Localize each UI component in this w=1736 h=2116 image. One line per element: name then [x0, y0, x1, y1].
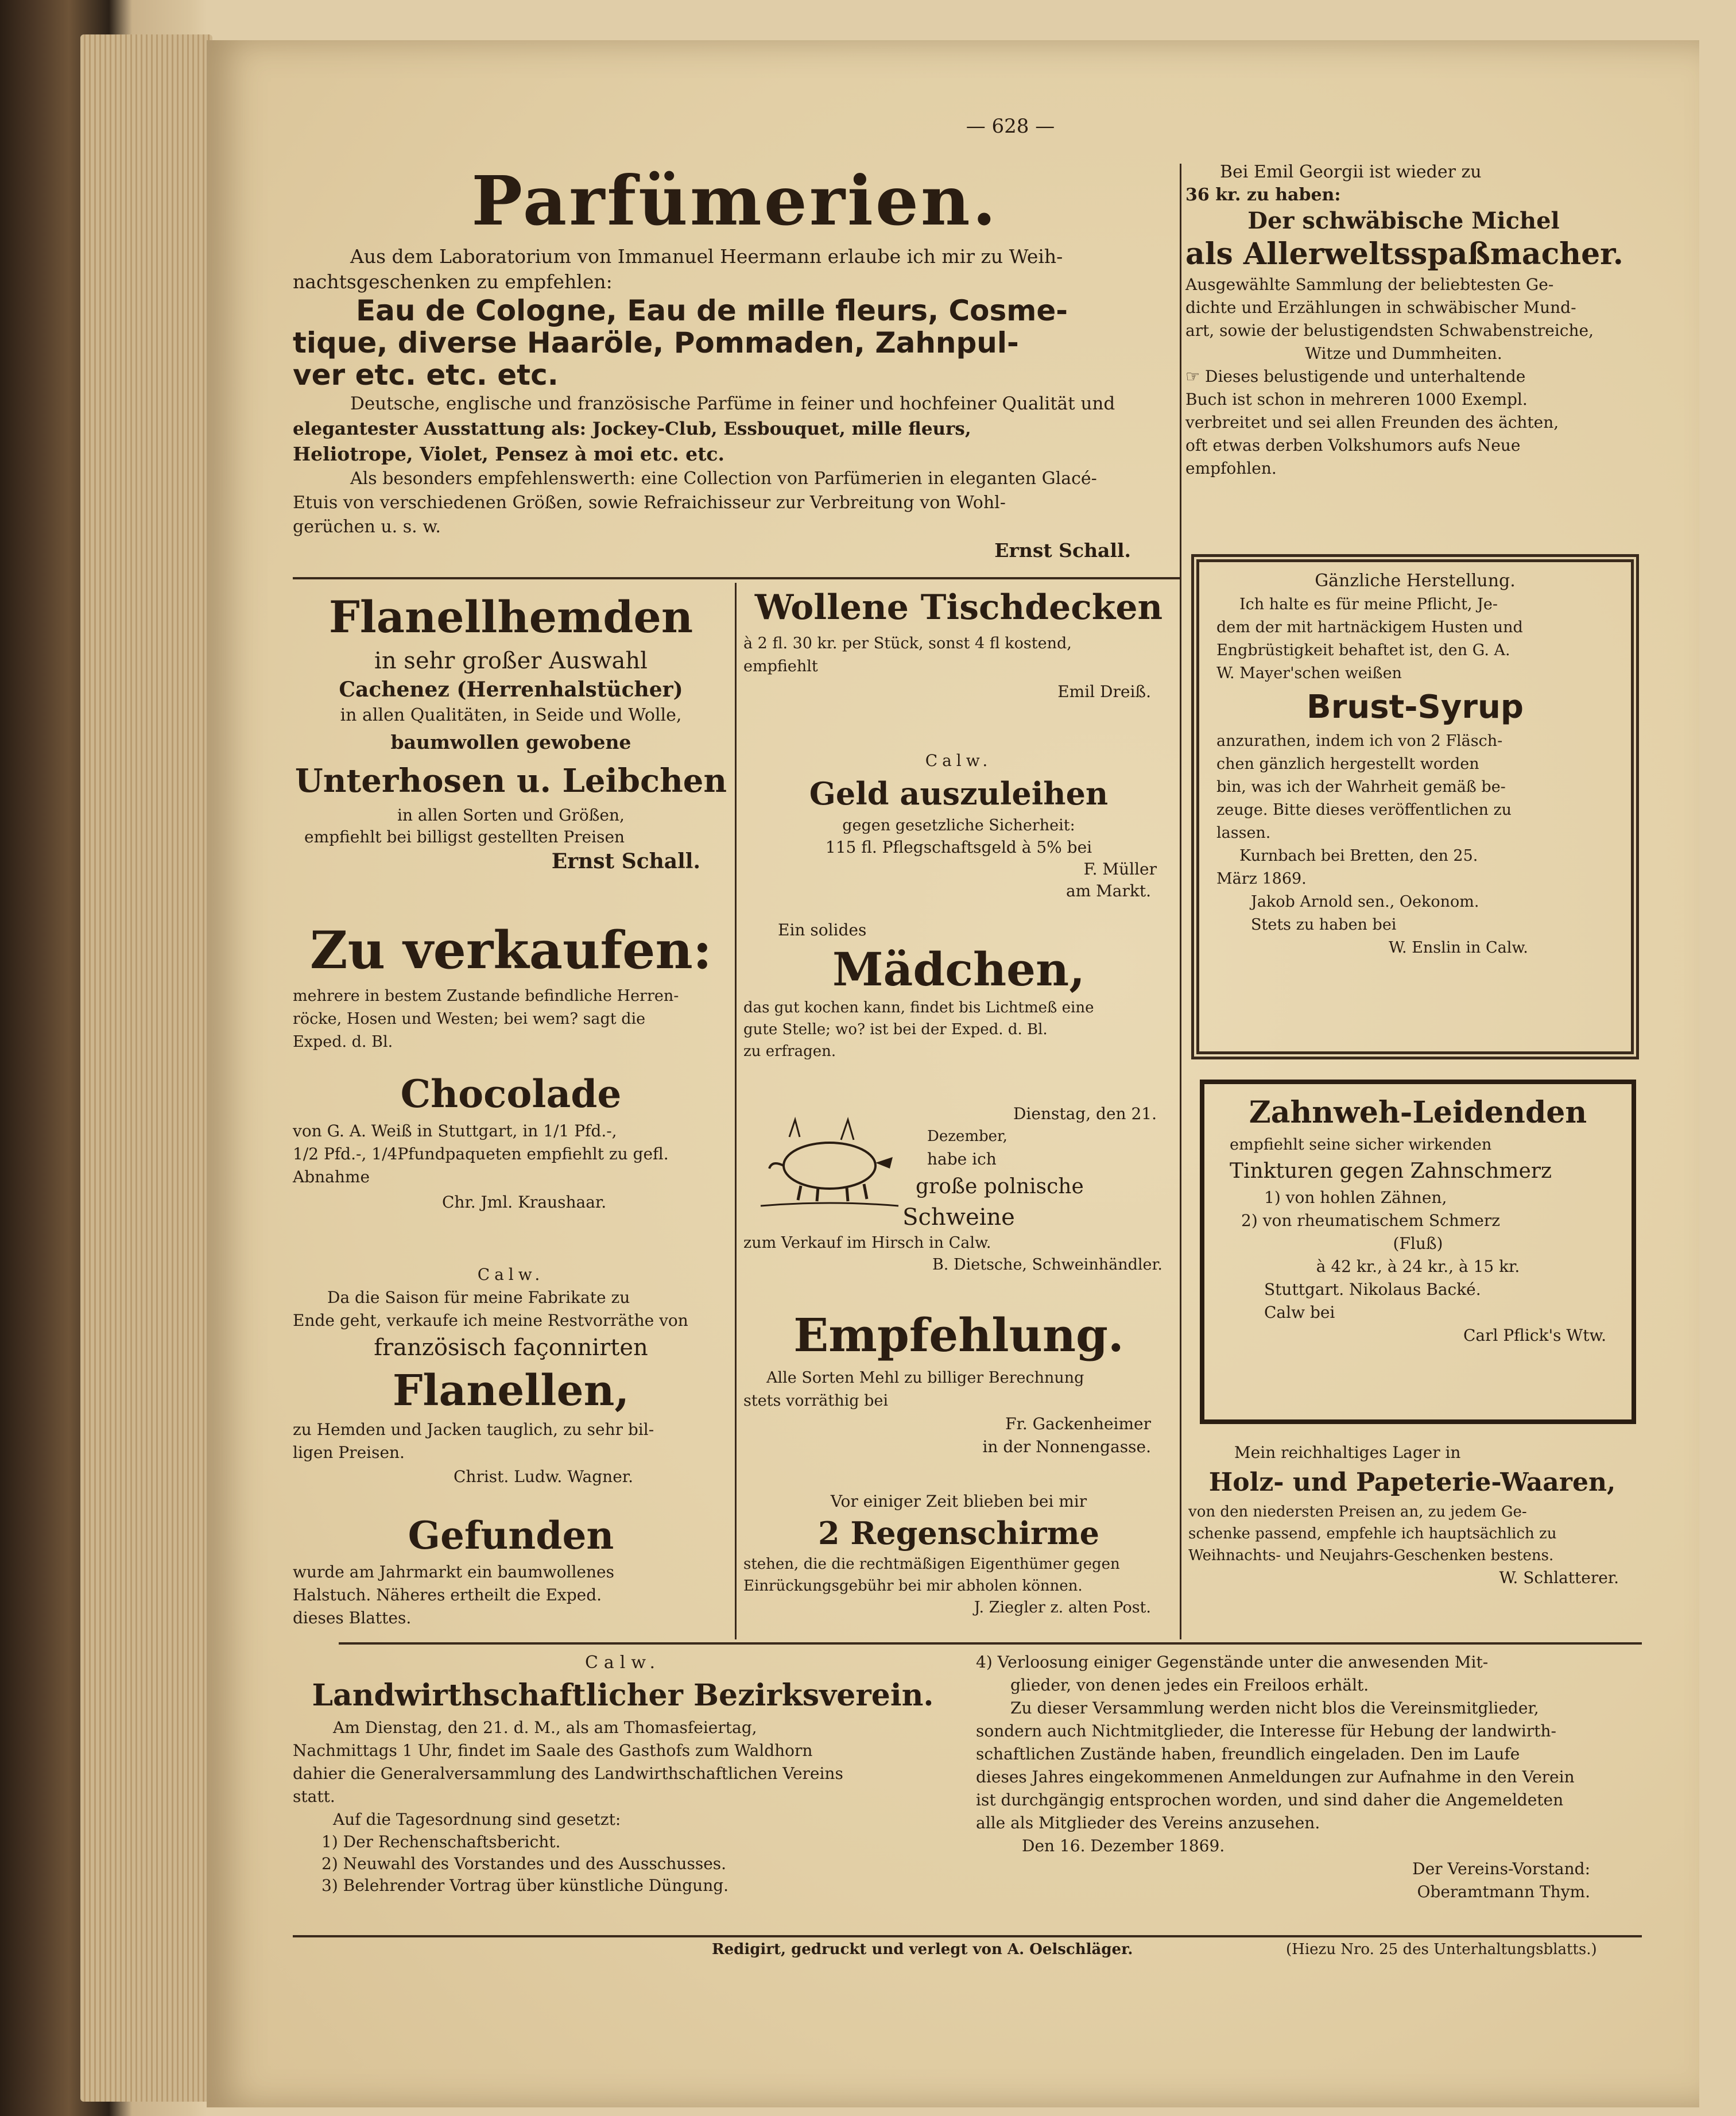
- ad-title: Zu verkaufen:: [309, 920, 712, 981]
- ad-title: Chocolade: [400, 1071, 622, 1116]
- text-line: am Markt.: [1065, 881, 1151, 900]
- text-line: Jakob Arnold sen., Oekonom.: [1251, 893, 1479, 911]
- ad-parfuemerien: [293, 158, 1177, 562]
- ad-gefunden: [293, 1510, 729, 1630]
- text-line: à 42 kr., à 24 kr., à 15 kr.: [1316, 1257, 1520, 1276]
- rule-footer: [293, 1935, 1642, 1937]
- footer-supplement-note: (Hiezu Nro. 25 des Unterhaltungsblatts.): [1286, 1941, 1597, 1958]
- list-item: 1) Der Rechenschaftsbericht.: [321, 1832, 561, 1851]
- text-line: Schweine: [902, 1204, 1015, 1231]
- text-line: stehen, die die rechtmäßigen Eigenthümer gegen: [743, 1556, 1120, 1573]
- ad-schweine: [743, 1103, 1174, 1276]
- text-line: in allen Sorten und Größen,: [397, 806, 625, 825]
- text-line: große polnische: [916, 1175, 1084, 1198]
- text-line: schenke passend, empfehle ich hauptsächlich zu: [1188, 1525, 1557, 1542]
- text-line: Calw bei: [1264, 1303, 1335, 1322]
- signature: Carl Pflick's Wtw.: [1463, 1326, 1606, 1345]
- list-item: 4) Verloosung einiger Gegenstände unter die anwesenden Mit-: [976, 1653, 1489, 1672]
- text-line: Abnahme: [293, 1167, 370, 1186]
- text-line: Zu dieser Versammlung werden nicht blos die Vereinsmitglieder,: [1010, 1699, 1539, 1717]
- ad-title: Brust-Syrup: [1307, 688, 1524, 726]
- text-line: röcke, Hosen und Westen; bei wem? sagt die: [293, 1010, 646, 1028]
- text-line: 2) von rheumatischem Schmerz: [1241, 1211, 1500, 1230]
- text-line: empfiehlt: [743, 657, 818, 675]
- text-line: Stuttgart. Nikolaus Backé.: [1264, 1280, 1481, 1299]
- text-line: Vor einiger Zeit blieben bei mir: [830, 1492, 1087, 1511]
- text-line: dichte und Erzählungen in schwäbischer Mund-: [1185, 298, 1576, 317]
- text-line: (Fluß): [1393, 1234, 1443, 1253]
- ad-flanellen: [293, 1263, 729, 1490]
- signature: Christ. Ludw. Wagner.: [454, 1467, 633, 1486]
- text-line: Eau de Cologne, Eau de mille fleurs, Cosme-: [356, 294, 1068, 327]
- text-line: März 1869.: [1216, 870, 1307, 888]
- ad-title: Zahnweh-Leidenden: [1249, 1095, 1587, 1130]
- text-line: à 2 fl. 30 kr. per Stück, sonst 4 fl kostend,: [743, 635, 1072, 652]
- ad-title: Wollene Tischdecken: [754, 587, 1163, 628]
- ad-title: Empfehlung.: [793, 1308, 1124, 1362]
- ad-holz-papeterie: [1188, 1441, 1636, 1589]
- pig-illustration-icon: [755, 1114, 904, 1212]
- text-line: dem der mit hartnäckigem Husten und: [1216, 618, 1523, 636]
- text-line: Der schwäbische Michel: [1247, 207, 1560, 234]
- text-line: Als besonders empfehlenswerth: eine Collection von Parfümerien in eleganten Glacé-: [350, 469, 1097, 489]
- text-line: empfohlen.: [1185, 459, 1277, 478]
- text-line: W. Mayer'schen weißen: [1216, 664, 1402, 682]
- text-line: art, sowie der belustigendsten Schwabenstreiche,: [1185, 321, 1594, 340]
- text-line: chen gänzlich hergestellt worden: [1216, 755, 1479, 773]
- text-line: zu Hemden und Jacken tauglich, zu sehr bil-: [293, 1420, 654, 1439]
- signature: Ernst Schall.: [551, 849, 700, 873]
- text-line: Den 16. Dezember 1869.: [1022, 1836, 1225, 1855]
- text-line: Bei Emil Georgii ist wieder zu: [1220, 162, 1482, 182]
- text-line: ☞ Dieses belustigende und unterhaltende: [1185, 367, 1526, 386]
- ad-title: Holz- und Papeterie-Waaren,: [1208, 1468, 1616, 1497]
- text-line: Engbrüstigkeit behaftet ist, den G. A.: [1216, 641, 1510, 659]
- text-line: Einrückungsgebühr bei mir abholen können.: [743, 1577, 1083, 1595]
- rule-under-parfum: [293, 577, 1180, 579]
- text-line: gerüchen u. s. w.: [293, 517, 441, 537]
- text-line: empfiehlt bei billigst gestellten Preisen: [304, 827, 625, 846]
- ad-title: Gefunden: [408, 1513, 614, 1558]
- list-item: 2) Neuwahl des Vorstandes und des Ausschusses.: [321, 1854, 727, 1873]
- text-line: gute Stelle; wo? ist bei der Exped. d. Bl.: [743, 1021, 1048, 1038]
- text-line: 36 kr. zu haben:: [1185, 185, 1341, 205]
- text-line: statt.: [293, 1787, 335, 1806]
- ad-tischdecken: [743, 583, 1174, 706]
- text-line: Ein solides: [778, 920, 867, 939]
- text-line: Aus dem Laboratorium von Immanuel Heermann erlaube ich mir zu Weih-: [350, 245, 1063, 268]
- signature: Chr. Jml. Kraushaar.: [442, 1193, 607, 1212]
- text-line: Etuis von verschiedenen Größen, sowie Refraichisseur zur Verbreitung von Wohl-: [293, 493, 1006, 513]
- text-line: mehrere in bestem Zustande befindliche Herren-: [293, 987, 679, 1005]
- text-line: wurde am Jahrmarkt ein baumwollenes: [293, 1562, 614, 1581]
- ad-bezirksverein-left: [293, 1651, 953, 1897]
- text-line: Weihnachts- und Neujahrs-Geschenken bestens.: [1188, 1547, 1554, 1564]
- newspaper-page: [207, 40, 1699, 2107]
- text-line: Witze und Dummheiten.: [1305, 344, 1502, 363]
- text-line: lassen.: [1216, 824, 1271, 842]
- text-line: Cachenez (Herrenhalstücher): [339, 678, 683, 702]
- signature: Der Vereins-Vorstand:: [1412, 1859, 1590, 1878]
- text-line: französisch façonnirten: [374, 1334, 648, 1361]
- column-rule-middle: [735, 583, 737, 1639]
- ad-title: Mädchen,: [832, 942, 1086, 996]
- text-line: Ich halte es für meine Pflicht, Je-: [1239, 595, 1498, 613]
- text-line: Dezember,: [927, 1128, 1008, 1145]
- text-line: ligen Preisen.: [293, 1443, 405, 1462]
- text-line: verbreitet und sei allen Freunden des ächten,: [1185, 413, 1559, 432]
- text-line: Gänzliche Herstellung.: [1315, 571, 1516, 591]
- text-line: Halstuch. Näheres ertheilt die Exped.: [293, 1585, 602, 1604]
- text-line: Deutsche, englische und französische Parfüme in feiner und hochfeiner Qualität und: [350, 393, 1115, 414]
- list-item: 3) Belehrender Vortrag über künstliche Düngung.: [321, 1876, 729, 1895]
- text-line: bin, was ich der Wahrheit gemäß be-: [1216, 778, 1506, 796]
- text-line: alle als Mitglieder des Vereins anzusehen.: [976, 1813, 1320, 1832]
- text-line: dahier die Generalversammlung des Landwirthschaftlichen Vereins: [293, 1764, 843, 1783]
- ad-title: Parfümerien.: [471, 161, 998, 241]
- signature: W. Schlatterer.: [1499, 1568, 1619, 1587]
- text-line: ist durchgängig entsprochen worden, und sind daher die Angemeldeten: [976, 1790, 1564, 1809]
- text-line: 1/2 Pfd.-, 1/4Pfundpaqueten empfiehlt zu gefl.: [293, 1144, 669, 1163]
- signature: Emil Dreiß.: [1057, 682, 1151, 701]
- ad-flanellhemden: [293, 589, 729, 875]
- text-line: Da die Saison für meine Fabrikate zu: [327, 1288, 630, 1307]
- text-line: Fr. Gackenheimer: [1005, 1414, 1151, 1433]
- text-line: Auf die Tagesordnung sind gesetzt:: [333, 1810, 621, 1829]
- text-line: F. Müller: [1083, 860, 1157, 879]
- page-stack: [80, 34, 212, 2102]
- text-line: schaftlichen Zustände haben, freundlich eingeladen. Den im Laufe: [976, 1744, 1520, 1763]
- ad-title: 2 Regenschirme: [818, 1515, 1099, 1552]
- text-line: Kurnbach bei Bretten, den 25.: [1239, 847, 1478, 865]
- text-line: Calw.: [477, 1265, 545, 1284]
- signature: J. Ziegler z. alten Post.: [974, 1599, 1151, 1616]
- ad-chocolade: [293, 1068, 729, 1216]
- ad-maedchen: [743, 919, 1174, 1062]
- text-line: dieses Jahres eingekommenen Anmeldungen zur Aufnahme in den Verein: [976, 1767, 1575, 1786]
- text-line: glieder, von denen jedes ein Freiloos erhält.: [1010, 1676, 1369, 1695]
- text-line: W. Enslin in Calw.: [1389, 939, 1528, 957]
- text-line: ver etc. etc. etc.: [293, 358, 559, 392]
- text-line: elegantester Ausstattung als: Jockey-Club, Essbouquet, mille fleurs,: [293, 419, 971, 439]
- ad-title: Flanellhemden: [328, 591, 693, 643]
- rule-above-verein: [339, 1642, 1642, 1645]
- text-line: von den niedersten Preisen an, zu jedem Ge-: [1188, 1503, 1527, 1521]
- text-line: als Allerweltsspaßmacher.: [1185, 237, 1623, 272]
- text-line: Dienstag, den 21.: [1013, 1104, 1157, 1123]
- text-line: zum Verkauf im Hirsch in Calw.: [743, 1234, 991, 1252]
- text-line: baumwollen gewobene: [390, 731, 631, 753]
- text-line: nachtsgeschenken zu empfehlen:: [293, 270, 613, 293]
- ad-title: Flanellen,: [392, 1366, 630, 1415]
- text-line: empfiehlt seine sicher wirkenden: [1230, 1136, 1492, 1154]
- text-line: zeuge. Bitte dieses veröffentlichen zu: [1216, 801, 1512, 819]
- text-line: tique, diverse Haaröle, Pommaden, Zahnpul-: [293, 326, 1019, 359]
- text-line: Alle Sorten Mehl zu billiger Berechnung: [766, 1369, 1084, 1387]
- text-line: Exped. d. Bl.: [293, 1033, 393, 1051]
- text-line: das gut kochen kann, findet bis Lichtmeß eine: [743, 999, 1094, 1016]
- text-line: in der Nonnengasse.: [982, 1437, 1151, 1456]
- text-line: von G. A. Weiß in Stuttgart, in 1/1 Pfd.-,: [293, 1121, 617, 1140]
- ad-michel: [1185, 161, 1622, 480]
- signature: Ernst Schall.: [994, 539, 1131, 562]
- text-line: anzurathen, indem ich von 2 Fläsch-: [1216, 732, 1503, 750]
- text-line: Stets zu haben bei: [1251, 916, 1397, 934]
- page-number: — 628 —: [966, 115, 1055, 138]
- text-line: Ausgewählte Sammlung der beliebtesten Ge-: [1185, 275, 1554, 294]
- text-line: oft etwas derben Volkshumors aufs Neue: [1185, 436, 1521, 455]
- column-rule-right: [1180, 164, 1181, 1639]
- text-line: stets vorräthig bei: [743, 1392, 889, 1410]
- ad-empfehlung: [743, 1303, 1174, 1459]
- text-line: Am Dienstag, den 21. d. M., als am Thomasfeiertag,: [333, 1718, 757, 1737]
- ad-brust-syrup: [1191, 554, 1639, 1059]
- ad-title: Geld auszuleihen: [809, 775, 1109, 812]
- text-line: in sehr großer Auswahl: [374, 648, 648, 674]
- ad-bezirksverein-right: [976, 1651, 1642, 1904]
- text-line: Buch ist schon in mehreren 1000 Exempl.: [1185, 390, 1528, 409]
- text-line: Calw.: [584, 1653, 661, 1673]
- footer-imprint: Redigirt, gedruckt und verlegt von A. Oelschläger.: [712, 1941, 1133, 1958]
- text-line: Tinkturen gegen Zahnschmerz: [1230, 1159, 1552, 1183]
- text-line: Nachmittags 1 Uhr, findet im Saale des Gasthofs zum Waldhorn: [293, 1741, 813, 1760]
- ad-zahnweh: [1200, 1080, 1636, 1424]
- text-line: zu erfragen.: [743, 1043, 836, 1060]
- ad-regenschirme: [743, 1490, 1174, 1619]
- text-line: Calw.: [925, 751, 993, 770]
- text-line: in allen Qualitäten, in Seide und Wolle,: [340, 705, 682, 725]
- text-line: 1) von hohlen Zähnen,: [1264, 1188, 1447, 1207]
- text-line: habe ich: [927, 1150, 997, 1169]
- text-line: Heliotrope, Violet, Pensez à moi etc. etc.: [293, 443, 724, 465]
- text-line: Mein reichhaltiges Lager in: [1234, 1443, 1461, 1462]
- ad-zu-verkaufen: [293, 916, 729, 1054]
- text-line: sondern auch Nichtmitglieder, die Interesse für Hebung der landwirth-: [976, 1722, 1556, 1740]
- ad-title: Unterhosen u. Leibchen: [294, 762, 727, 800]
- text-line: 115 fl. Pflegschaftsgeld à 5% bei: [825, 838, 1092, 857]
- text-line: Ende geht, verkaufe ich meine Restvorräthe von: [293, 1311, 688, 1330]
- text-line: dieses Blattes.: [293, 1608, 412, 1627]
- text-line: gegen gesetzliche Sicherheit:: [842, 817, 1075, 834]
- ad-geld: [743, 749, 1174, 902]
- signature: B. Dietsche, Schweinhändler.: [932, 1256, 1162, 1274]
- ad-title: Landwirthschaftlicher Bezirksverein.: [312, 1678, 934, 1713]
- signature: Oberamtmann Thym.: [1417, 1882, 1590, 1901]
